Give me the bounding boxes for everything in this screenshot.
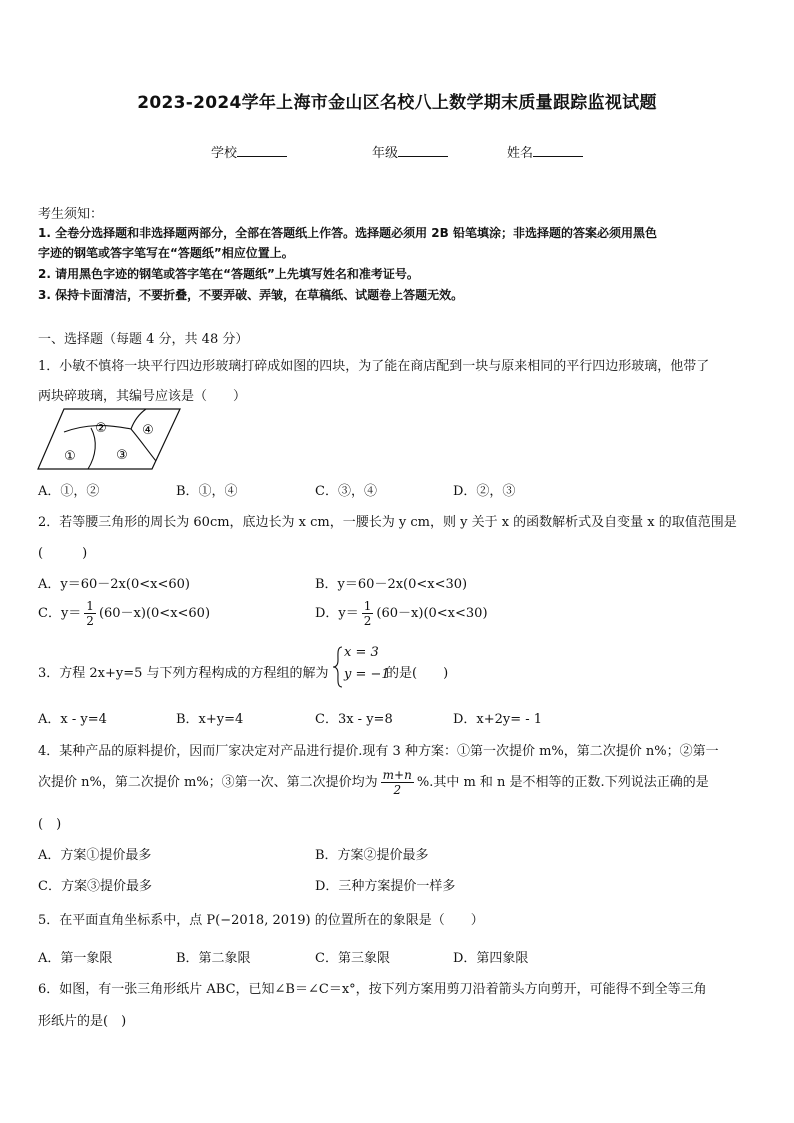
q1-option-a[interactable]: A．①，② bbox=[38, 484, 100, 499]
q6-text-2: 形纸片的是( ) bbox=[38, 1014, 127, 1029]
section-heading: 一、选择题（每题 4 分，共 48 分） bbox=[38, 332, 249, 347]
parallelogram-figure bbox=[36, 406, 184, 472]
piece-label-4: ④ bbox=[142, 423, 154, 438]
q5-option-a[interactable]: A．第一象限 bbox=[38, 951, 113, 966]
q4-option-a[interactable]: A．方案①提价最多 bbox=[38, 848, 152, 863]
q2-text-1: 2．若等腰三角形的周长为 60cm，底边长为 x cm，一腰长为 y cm，则 y 关于 x 的函数解析式及自变量 x 的取值范围是 bbox=[38, 515, 737, 530]
q1-text-1: 1．小敏不慎将一块平行四边形玻璃打碎成如图的四块，为了能在商店配到一块与原来相同的平行四边形玻璃，他带了 bbox=[38, 359, 710, 374]
q4-text-1: 4．某种产品的原料提价，因而厂家决定对产品进行提价.现有 3 种方案：①第一次提价 m%，第二次提价 n%；②第一 bbox=[38, 744, 719, 759]
q3-option-c[interactable]: C．3x - y=8 bbox=[315, 712, 393, 727]
system-eq-1: x = 3 bbox=[344, 645, 379, 660]
q5-option-c[interactable]: C．第三象限 bbox=[315, 951, 390, 966]
piece-label-2: ② bbox=[95, 421, 107, 436]
fraction-mn: $\frac{m+n}{2}$ bbox=[382, 768, 412, 797]
q4-text-3: ( ) bbox=[38, 817, 62, 832]
grade-blank[interactable] bbox=[398, 145, 448, 157]
name-field: 姓名 bbox=[507, 142, 583, 161]
brace-icon bbox=[332, 646, 344, 688]
q4-text-2: 次提价 n%，第二次提价 m%；③第一次、第二次提价均为 $\frac{m+n}{2}$ %.其中 m 和 n 是不相等的正数.下列说法正确的是 bbox=[38, 768, 709, 797]
q1-option-b[interactable]: B．①，④ bbox=[176, 484, 238, 499]
notice-item-1b: 字迹的钢笔或答字笔写在“答题纸”相应位置上。 bbox=[38, 246, 294, 260]
school-blank[interactable] bbox=[237, 145, 287, 157]
q5-option-b[interactable]: B．第二象限 bbox=[176, 951, 251, 966]
fraction-half: $\frac{1}{2}$ bbox=[363, 599, 372, 628]
q5-option-d[interactable]: D．第四象限 bbox=[453, 951, 529, 966]
q1-option-d[interactable]: D．②，③ bbox=[453, 484, 516, 499]
q1-text-2: 两块碎玻璃，其编号应该是（ ） bbox=[38, 389, 247, 404]
page-title: 2023-2024学年上海市金山区名校八上数学期末质量跟踪监视试题 bbox=[137, 93, 657, 113]
q3-option-b[interactable]: B．x+y=4 bbox=[176, 712, 244, 727]
notice-item-2: 2. 请用黑色字迹的钢笔或答字笔在“答题纸”上先填写姓名和准考证号。 bbox=[38, 267, 419, 281]
q3-option-d[interactable]: D．x+2y= - 1 bbox=[453, 712, 543, 727]
q4-option-c[interactable]: C．方案③提价最多 bbox=[38, 879, 152, 894]
piece-label-1: ① bbox=[64, 449, 76, 464]
q3-text-pre: 3．方程 2x+y=5 与下列方程构成的方程组的解为 bbox=[38, 666, 329, 681]
notice-item-3: 3. 保持卡面清洁，不要折叠，不要弄破、弄皱，在草稿纸、试题卷上答题无效。 bbox=[38, 288, 464, 302]
q2-option-b[interactable]: B．y＝60－2x(0<x<30) bbox=[315, 577, 468, 592]
school-field: 学校 bbox=[211, 142, 287, 161]
name-blank[interactable] bbox=[533, 145, 583, 157]
piece-label-3: ③ bbox=[116, 448, 128, 463]
notice-item-1a: 1. 全卷分选择题和非选择题两部分，全部在答题纸上作答。选择题必须用 2B 铅笔填涂；非选择题的答案必须用黑色 bbox=[38, 226, 657, 240]
fraction-half: $\frac{1}{2}$ bbox=[86, 599, 94, 628]
notice-heading: 考生须知： bbox=[38, 207, 104, 222]
q4-option-b[interactable]: B．方案②提价最多 bbox=[315, 848, 429, 863]
q2-text-2: ( ) bbox=[38, 546, 88, 561]
q5-text-1: 5．在平面直角坐标系中，点 P(−2018, 2019) 的位置所在的象限是（ ） bbox=[38, 913, 484, 928]
q3-option-a[interactable]: A．x - y=4 bbox=[38, 712, 107, 727]
q2-option-a[interactable]: A．y＝60－2x(0<x<60) bbox=[38, 577, 190, 592]
q3-text-post: 的是( ) bbox=[386, 666, 449, 681]
q6-text-1: 6．如图，有一张三角形纸片 ABC，已知∠B＝∠C＝x°，按下列方案用剪刀沿着箭头方向剪开，可能得不到全等三角 bbox=[38, 982, 707, 997]
parallelogram-outline bbox=[38, 409, 180, 469]
grade-field: 年级 bbox=[372, 142, 448, 161]
q1-option-c[interactable]: C．③，④ bbox=[315, 484, 377, 499]
q2-option-d[interactable]: D．y＝ $\frac{1}{2}$ (60－x)(0<x<30) bbox=[315, 599, 488, 628]
q4-option-d[interactable]: D．三种方案提价一样多 bbox=[315, 879, 456, 894]
system-eq-2: y = −1 bbox=[344, 667, 390, 682]
q2-option-c[interactable]: C．y＝ $\frac{1}{2}$ (60－x)(0<x<60) bbox=[38, 599, 211, 628]
